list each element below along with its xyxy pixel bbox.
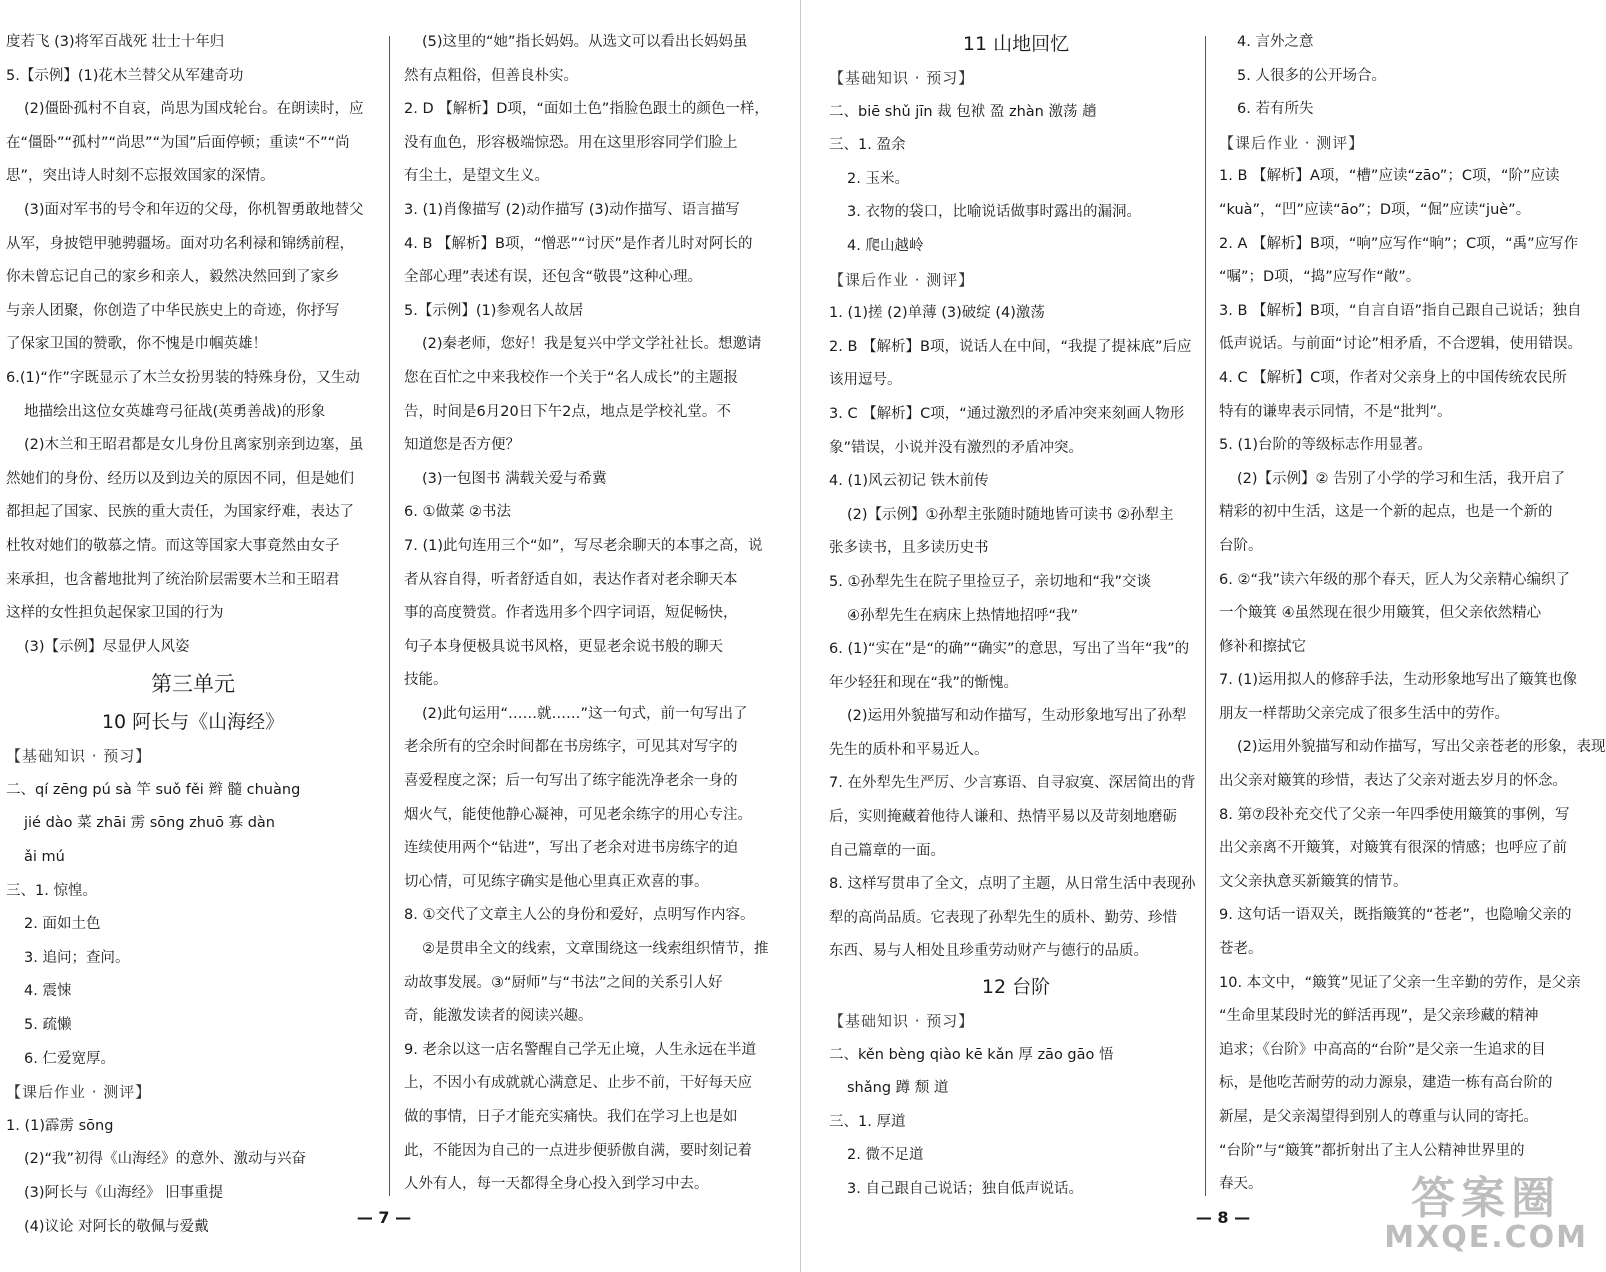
answer-line: 春天。 xyxy=(1219,1176,1263,1193)
watermark-url: MXQE.COM xyxy=(1384,1220,1588,1255)
answer-line: (4)议论 对阿长的敬佩与爱戴 xyxy=(24,1218,209,1235)
answer-line: 3. C 【解析】C项，“通过激烈的矛盾冲突来刻画人物形 xyxy=(829,405,1185,422)
answer-line: 文父亲执意买新簸箕的情节。 xyxy=(1219,873,1408,890)
answer-line: 6. ②“我”读六年级的那个春天，匠人为父亲精心编织了 xyxy=(1219,571,1570,588)
answer-line: 没有血色，形容极端惊恐。用在这里形容同学们脸上 xyxy=(404,134,738,151)
answer-line: 5.【示例】(1)参观名人故居 xyxy=(404,302,584,319)
answer-line: 7. (1)运用拟人的修辞手法，生动形象地写出了簸箕也像 xyxy=(1219,672,1577,689)
unit-title: 第三单元 xyxy=(151,672,235,697)
section-heading: 【基础知识 · 预习】 xyxy=(6,747,152,766)
answer-line: 做的事情，日子才能充实痛快。我们在学习上也是如 xyxy=(404,1109,738,1125)
answer-line: 4. 爬山越岭 xyxy=(847,237,924,254)
answer-line: (3)一包图书 满载关爱与希冀 xyxy=(422,470,607,487)
answer-line: (3)【示例】尽显伊人风姿 xyxy=(24,638,190,655)
column-divider xyxy=(389,36,390,1196)
answer-line: 3. 衣物的袋口，比喻说话做事时露出的漏洞。 xyxy=(847,204,1141,221)
answer-line: (2)此句运用“……就……”这一句式，前一句写出了 xyxy=(422,705,748,722)
answer-line: “kuà”，“凹”应读“āo”；D项，“倔”应读“juè”。 xyxy=(1219,201,1531,218)
answer-line: 然有点粗俗，但善良朴实。 xyxy=(404,67,578,84)
answer-line: “嘱”；D项，“捣”应写作“敞”。 xyxy=(1219,269,1421,286)
answer-line: 5.【示例】(1)花木兰替父从军建奇功 xyxy=(6,67,244,84)
answer-line: 精彩的初中生活，这是一个新的起点，也是一个新的 xyxy=(1219,504,1553,521)
answer-line: 度若飞 (3)将军百战死 壮士十年归 xyxy=(6,34,225,50)
answer-line: 你未曾忘记自己的家乡和亲人，毅然决然回到了家乡 xyxy=(6,269,340,286)
answer-line: 与亲人团聚，你创造了中华民族史上的奇迹，你抒写 xyxy=(6,302,340,319)
answer-line: 自己篇章的一面。 xyxy=(829,842,945,859)
answer-line: 动故事发展。③“厨师”与“书法”之间的关系引人好 xyxy=(404,974,723,991)
answer-line: ǎi mú xyxy=(24,849,65,866)
answer-line: 切心情，可见练字确实是他心里真正欢喜的事。 xyxy=(404,873,709,890)
answer-line: “台阶”与“簸箕”都折射出了主人公精神世界里的 xyxy=(1219,1142,1525,1159)
answer-line: 2. 玉米。 xyxy=(847,170,909,187)
answer-line: (2)运用外貌描写和动作描写，写出父亲苍老的形象，表现 xyxy=(1237,739,1606,756)
answer-line: 从军，身披铠甲驰骋疆场。面对功名利禄和锦绣前程， xyxy=(6,235,354,252)
answer-line: (2)“我”初得《山海经》的意外、激动与兴奋 xyxy=(24,1151,307,1168)
answer-line: 烟火气，能使他静心凝神，可见老余练字的用心专注。 xyxy=(404,806,752,823)
answer-line: 人外有人，每一天都得全身心投入到学习中去。 xyxy=(404,1176,709,1193)
answer-line: 后，实则掩藏着他待人谦和、热情平易以及苛刻地磨砺 xyxy=(829,809,1177,826)
lesson-title: 11 山地回忆 xyxy=(962,33,1070,55)
answer-line: shǎng 蹲 颓 道 xyxy=(847,1080,949,1097)
answer-line: 4. 言外之意 xyxy=(1237,34,1314,50)
answer-line: 地描绘出这位女英雄弯弓征战(英勇善战)的形象 xyxy=(24,403,326,420)
answer-line: 告，时间是6月20日下午2点，地点是学校礼堂。不 xyxy=(404,403,731,420)
answer-line: 6.(1)“作”字既显示了木兰女扮男装的特殊身份，又生动 xyxy=(6,369,360,386)
answer-line: 7. (1)此句连用三个“如”，写尽老余聊天的本事之高，说 xyxy=(404,537,763,554)
answer-line: jié dào 菜 zhāi 雳 sōng zhuō 寡 dàn xyxy=(24,815,275,832)
answer-line: 特有的谦卑表示同情，不是“批判”。 xyxy=(1219,403,1452,420)
answer-line: (2)【示例】①孙犁主张随时随地皆可读书 ②孙犁主 xyxy=(847,506,1174,523)
section-heading: 【基础知识 · 预习】 xyxy=(829,1012,975,1031)
answer-line: 都担起了国家、民族的重大责任，为国家纾难，表达了 xyxy=(6,504,354,521)
answer-line: 出父亲对簸箕的珍惜，表达了父亲对逝去岁月的怀念。 xyxy=(1219,773,1567,790)
answer-line: 思”，突出诗人时刻不忘报效国家的深情。 xyxy=(6,168,275,185)
answer-line: (3)阿长与《山海经》 旧事重提 xyxy=(24,1185,224,1201)
answer-line: 低声说话。与前面“讨论”相矛盾，不合逻辑，使用错误。 xyxy=(1219,336,1583,353)
answer-line: 在“僵卧”“孤村”“尚思”“为国”后面停顿；重读“不”“尚 xyxy=(6,134,350,151)
answer-line: 了保家卫国的赞歌，你不愧是巾帼英雄！ xyxy=(6,336,267,353)
answer-line: 3. (1)肖像描写 (2)动作描写 (3)动作描写、语言描写 xyxy=(404,201,740,218)
section-heading: 【课后作业 · 测评】 xyxy=(829,270,975,289)
answer-line: 这样的女性担负起保家卫国的行为 xyxy=(6,605,224,622)
answer-line: 技能。 xyxy=(404,672,448,689)
answer-line: (2)运用外貌描写和动作描写，生动形象地写出了孙犁 xyxy=(847,708,1187,725)
answer-line: 先生的质朴和平易近人。 xyxy=(829,741,989,758)
column-divider xyxy=(1205,36,1206,1196)
answer-line: 3. 自己跟自己说话；独自低声说话。 xyxy=(847,1181,1083,1197)
answer-line: 您在百忙之中来我校作一个关于“名人成长”的主题报 xyxy=(404,369,739,386)
answer-line: 6. (1)“实在”是“的确”“确实”的意思，写出了当年“我”的 xyxy=(829,641,1190,658)
answer-line: 8. ①交代了文章主人公的身份和爱好，点明写作内容。 xyxy=(404,907,755,924)
answer-line: 朋友一样帮助父亲完成了很多生活中的劳作。 xyxy=(1219,705,1509,722)
page-8 xyxy=(800,0,1606,1272)
page-number: — 8 — xyxy=(1195,1208,1251,1227)
answer-line: 1. B 【解析】A项，“槽”应读“zāo”；C项，“阶”应读 xyxy=(1219,168,1560,185)
page-number: — 7 — xyxy=(356,1208,412,1227)
answer-line: 三、1. 厚道 xyxy=(829,1113,906,1130)
answer-line: 2. B 【解析】B项，说话人在中间，“我提了提袜底”后应 xyxy=(829,338,1192,355)
answer-line: 4. C 【解析】C项，作者对父亲身上的中国传统农民所 xyxy=(1219,369,1567,386)
answer-line: 8. 第⑦段补充交代了父亲一年四季使用簸箕的事例，写 xyxy=(1219,806,1570,823)
answer-line: 全部心理”表述有误，还包含“敬畏”这种心理。 xyxy=(404,269,703,286)
watermark-text: 答案圈 xyxy=(1411,1173,1562,1224)
answer-line: 事的高度赞赏。作者选用多个四字词语，短促畅快， xyxy=(404,605,738,622)
answer-line: ②是贯串全文的线索，文章围绕这一线索组织情节，推 xyxy=(422,941,769,958)
answer-line: 5. ①孙犁先生在院子里捡豆子，亲切地和“我”交谈 xyxy=(829,573,1151,590)
answer-line: “生命里某段时光的鲜活再现”，是父亲珍藏的精神 xyxy=(1219,1008,1539,1025)
answer-line: 4. (1)风云初记 铁木前传 xyxy=(829,473,989,490)
answer-line: 新屋，是父亲渴望得到别人的尊重与认同的寄托。 xyxy=(1219,1109,1538,1125)
lesson-title: 12 台阶 xyxy=(981,976,1051,999)
answer-line: 5. 人很多的公开场合。 xyxy=(1237,67,1386,84)
answer-line: 9. 老余以这一店名警醒自己学无止境，人生永远在半道 xyxy=(404,1041,756,1058)
answer-line: 该用逗号。 xyxy=(829,372,902,389)
answer-line: 4. B 【解析】B项，“憎恶”“讨厌”是作者儿时对阿长的 xyxy=(404,235,753,252)
answer-line: 年少轻狂和现在“我”的惭愧。 xyxy=(829,674,1019,691)
answer-line: 知道您是否方便？ xyxy=(404,437,520,454)
watermark-logo xyxy=(1384,1173,1588,1255)
page-7 xyxy=(0,0,800,1272)
answer-line: 9. 这句话一语双关，既指簸箕的“苍老”，也隐喻父亲的 xyxy=(1219,907,1572,924)
answer-line: (2)【示例】② 告别了小学的学习和生活，我开启了 xyxy=(1237,470,1566,487)
section-heading: 【课后作业 · 测评】 xyxy=(1219,133,1365,152)
page-7-column-right xyxy=(404,26,778,1196)
answer-line: 2. D 【解析】D项，“面如土色”指脸色跟土的颜色一样， xyxy=(404,101,769,118)
answer-line: (2)木兰和王昭君都是女儿身份且离家别亲到边塞，虽 xyxy=(24,437,364,454)
answer-line: 苍老。 xyxy=(1219,941,1263,958)
answer-line: 3. B 【解析】B项，“自言自语”指自己跟自己说话；独自 xyxy=(1219,302,1582,319)
answer-line: 10. 本文中，“簸箕”见证了父亲一生辛勤的劳作，是父亲 xyxy=(1219,974,1581,991)
answer-line: 象”错误，小说并没有激烈的矛盾冲突。 xyxy=(829,439,1084,456)
answer-line: 二、biē shǔ jīn 裁 包袱 盈 zhàn 激荡 趟 xyxy=(829,103,1097,120)
answer-line: (2)僵卧孤村不自哀，尚思为国戍轮台。在朗读时，应 xyxy=(24,101,364,118)
section-heading: 【课后作业 · 测评】 xyxy=(6,1083,152,1102)
answer-line: 6. 若有所失 xyxy=(1237,101,1314,118)
answer-line: 5. (1)台阶的等级标志作用显著。 xyxy=(1219,437,1432,454)
answer-line: 三、1. 惊惶。 xyxy=(6,882,97,899)
answer-line: 3. 追问；查问。 xyxy=(24,949,130,966)
answer-line: 有尘土，是望文生义。 xyxy=(404,168,549,185)
answer-line: 1. (1)搓 (2)单薄 (3)破绽 (4)激荡 xyxy=(829,305,1045,322)
answer-line: 5. 疏懒 xyxy=(24,1017,72,1034)
answer-line: 7. 在外犁先生严厉、少言寡语、自寻寂寞、深居简出的背 xyxy=(829,775,1196,792)
section-heading: 【基础知识 · 预习】 xyxy=(829,69,975,87)
answer-line: 犁的高尚品质。它表现了孙犁先生的质朴、勤劳、珍惜 xyxy=(829,909,1177,926)
page-7-column-left xyxy=(6,26,380,1235)
answer-line: (3)面对军书的号令和年迈的父母，你机智勇敢地替父 xyxy=(24,201,364,218)
answer-line: 4. 震悚 xyxy=(24,983,72,1000)
answer-line: 奇，能激发读者的阅读兴趣。 xyxy=(404,1008,593,1025)
answer-line: 2. 面如土色 xyxy=(24,916,101,933)
answer-line: 台阶。 xyxy=(1219,537,1263,554)
answer-line: 此，不能因为自己的一点进步便骄傲自满，要时刻记着 xyxy=(404,1142,752,1159)
answer-line: 1. (1)霹雳 sōng xyxy=(6,1117,114,1134)
answer-line: 三、1. 盈余 xyxy=(829,137,906,154)
answer-line: (2)秦老师，您好！我是复兴中学文学社社长。想邀请 xyxy=(422,336,762,353)
answer-line: 2. A 【解析】B项，“响”应写作“晌”；C项，“禹”应写作 xyxy=(1219,235,1579,252)
answer-line: 标，是他吃苦耐劳的动力源泉，建造一栋有高台阶的 xyxy=(1219,1075,1553,1092)
answer-line: 修补和擦拭它 xyxy=(1219,638,1306,655)
answer-line: 喜爱程度之深；后一句写出了练字能洗净老余一身的 xyxy=(404,773,738,790)
answer-line: 8. 这样写贯串了全文，点明了主题，从日常生活中表现孙 xyxy=(829,876,1196,893)
answer-line: 6. ①做菜 ②书法 xyxy=(404,504,512,521)
answer-line: 6. 仁爱宽厚。 xyxy=(24,1050,115,1067)
answer-line: 来承担，也含蓄地批判了统治阶层需要木兰和王昭君 xyxy=(6,571,340,588)
answer-line: 上，不因小有成就就心满意足、止步不前，干好每天应 xyxy=(404,1075,752,1092)
page-8-column-right xyxy=(1219,26,1606,1196)
answer-line: 二、kěn bèng qiào kē kǎn 厚 zāo gāo 悟 xyxy=(829,1046,1114,1063)
answer-line: 句子本身便极具说书风格，更显老余说书般的聊天 xyxy=(404,638,723,655)
answer-line: 东西、易与人相处且珍重劳动财产与德行的品质。 xyxy=(829,943,1148,960)
answer-line: 二、qí zēng pú sà 竿 suǒ fěi 辫 髓 chuàng xyxy=(6,781,301,798)
answer-line: 连续使用两个“钻进”，写出了老余对进书房练字的迫 xyxy=(404,840,739,857)
answer-line: 者从容自得，听者舒适自如，表达作者对老余聊天本 xyxy=(404,571,738,588)
answer-line: 追求；《台阶》中高高的“台阶”是父亲一生追求的目 xyxy=(1219,1041,1546,1058)
lesson-title: 10 阿长与《山海经》 xyxy=(101,711,285,734)
answer-line: ④孙犁先生在病床上热情地招呼“我” xyxy=(847,607,1079,624)
answer-line: 然她们的身份、经历以及到边关的原因不同，但是她们 xyxy=(6,470,354,487)
answer-line: 一个簸箕 ④虽然现在很少用簸箕，但父亲依然精心 xyxy=(1219,605,1542,622)
answer-line: 杜牧对她们的敬慕之情。而这等国家大事竟然由女子 xyxy=(6,537,340,554)
answer-line: 张多读书，且多读历史书 xyxy=(829,540,989,557)
answer-line: (5)这里的“她”指长妈妈。从选文可以看出长妈妈虽 xyxy=(422,34,748,50)
answer-line: 2. 微不足道 xyxy=(847,1147,924,1164)
answer-line: 老余所有的空余时间都在书房练字，可见其对写字的 xyxy=(404,739,738,756)
answer-line: 出父亲离不开簸箕，对簸箕有很深的情感；也呼应了前 xyxy=(1219,840,1567,857)
page-8-column-left xyxy=(829,26,1203,1196)
